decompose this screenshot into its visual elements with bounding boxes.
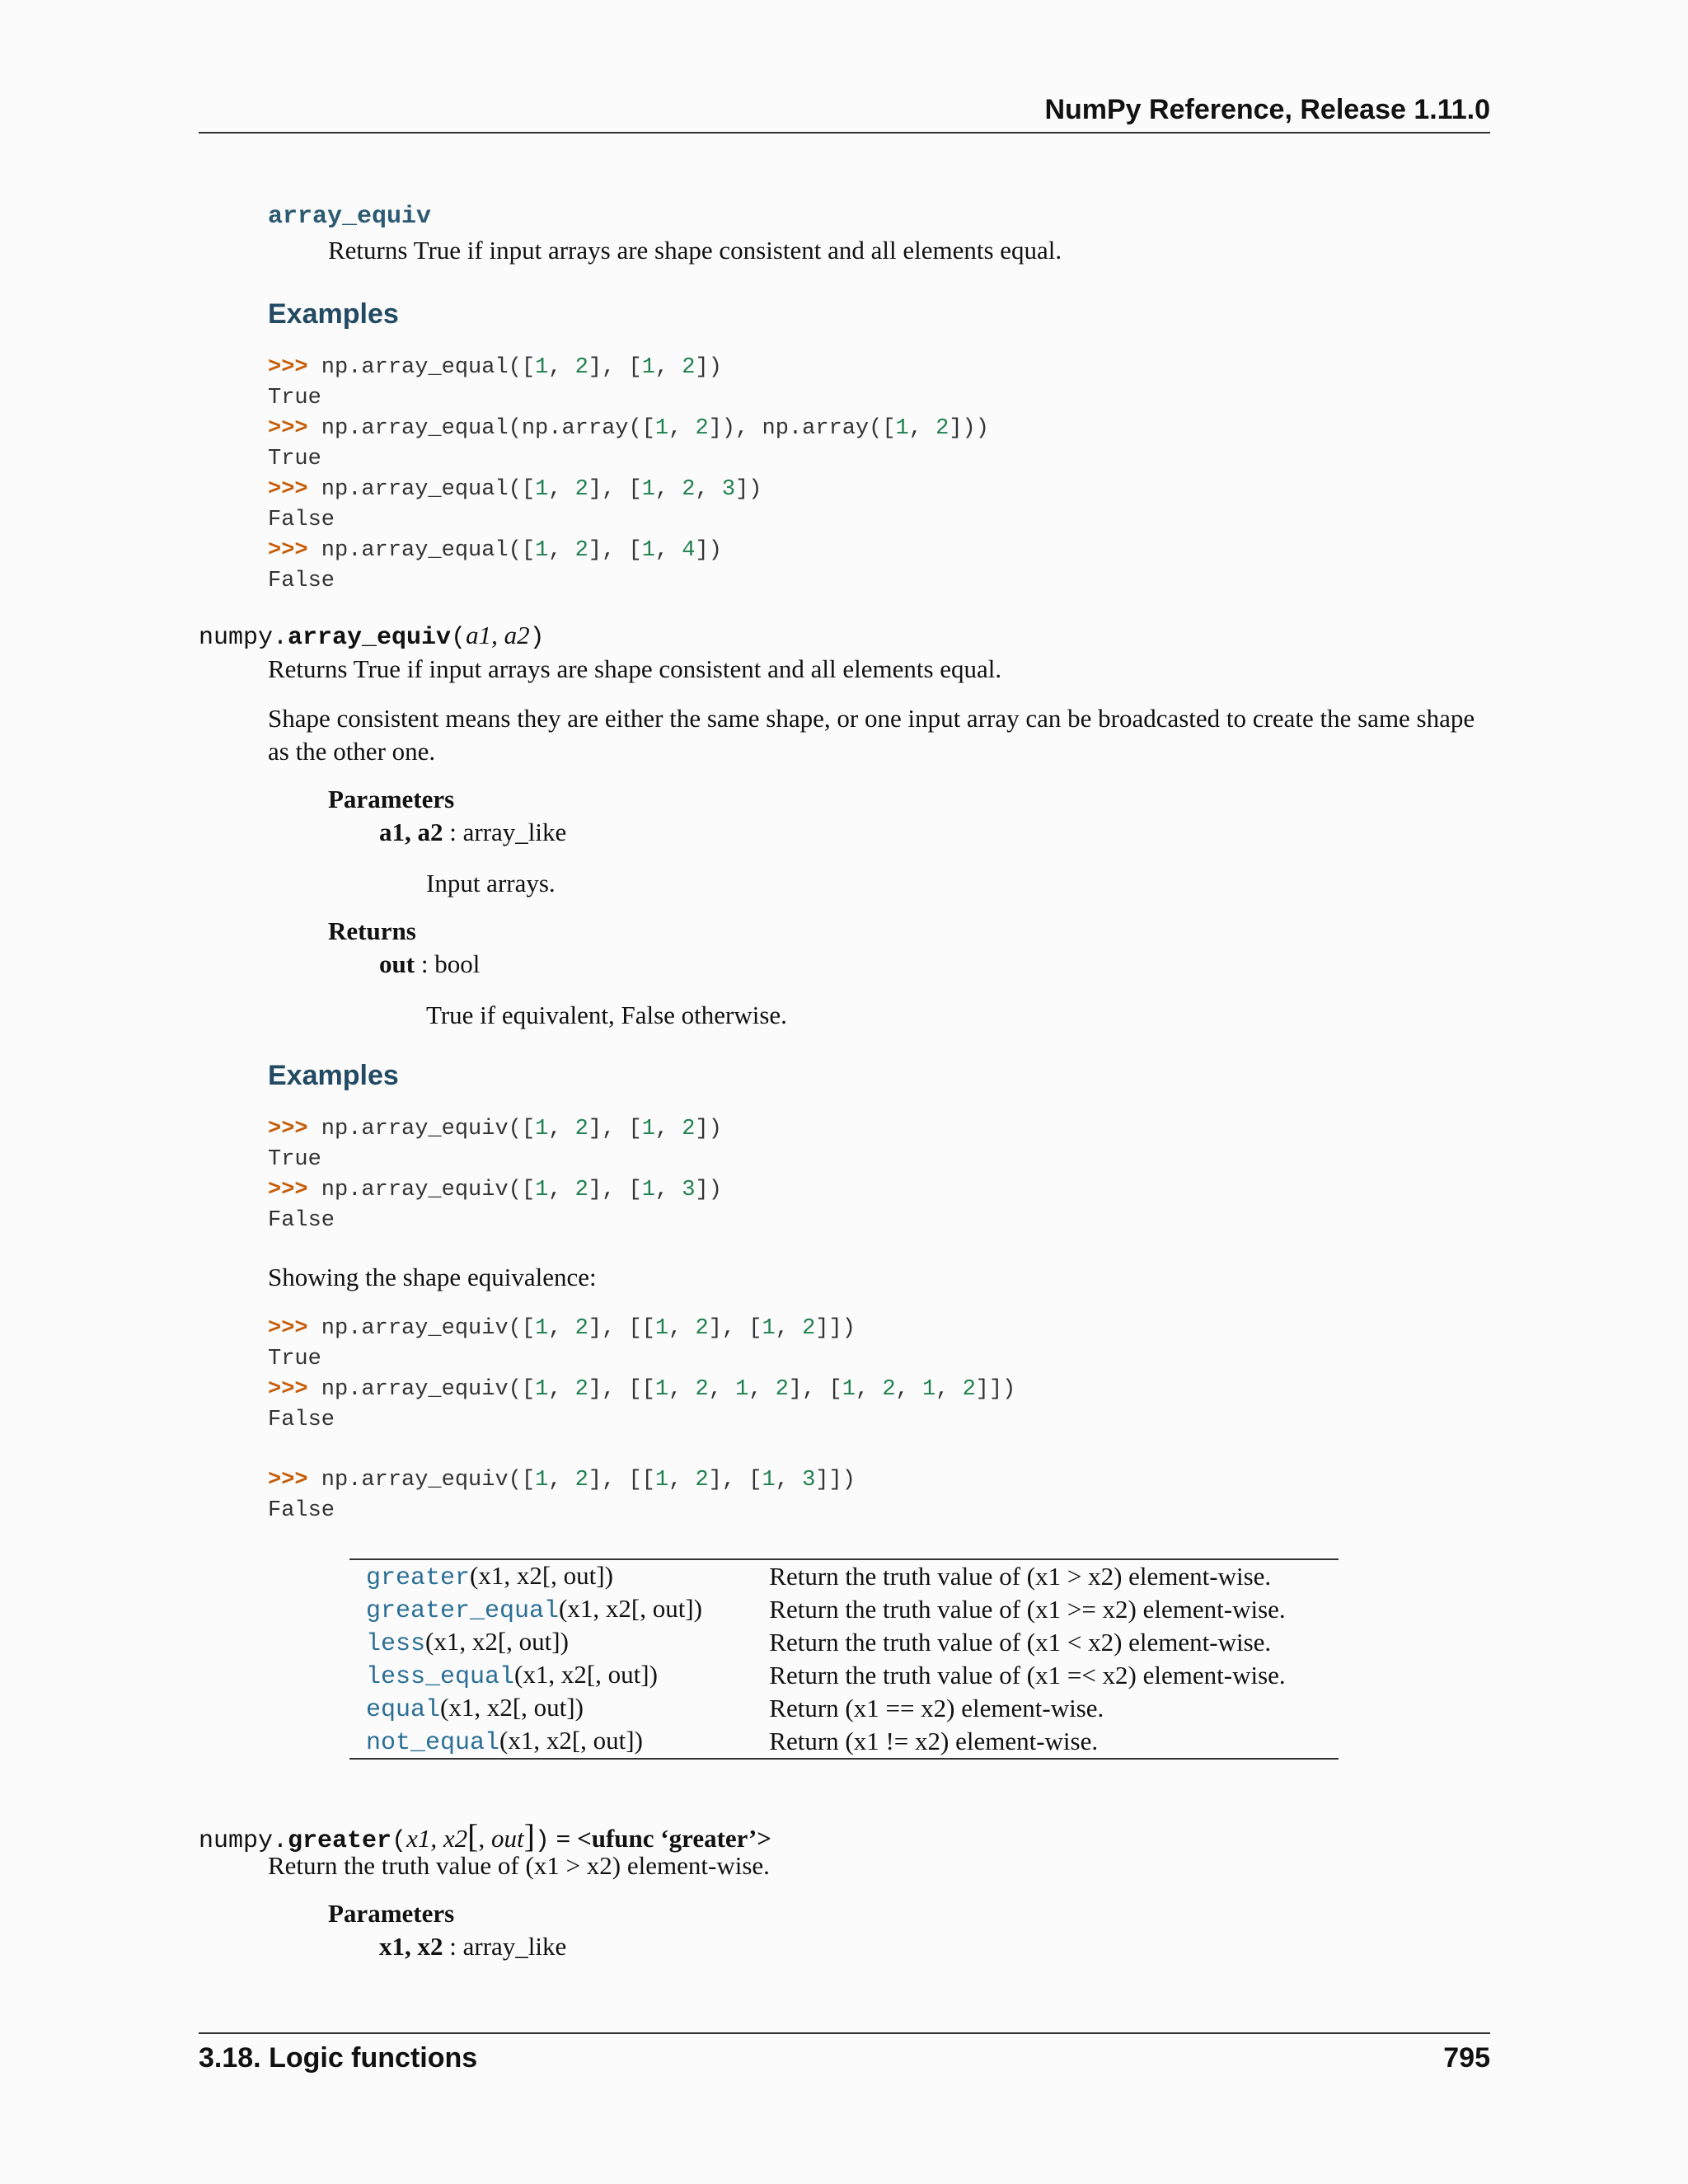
code-text: np.array_equal([ <box>307 538 536 563</box>
code-number: 1 <box>641 1178 655 1202</box>
code-number: 2 <box>682 1117 696 1141</box>
function-link[interactable]: greater <box>366 1564 471 1592</box>
function-link[interactable]: greater_equal <box>366 1597 560 1625</box>
code-input-line <box>268 1375 1015 1405</box>
code-text: , <box>548 1178 575 1202</box>
code-number: 1 <box>641 538 655 563</box>
examples-heading: Examples <box>268 1060 399 1091</box>
code-number: 2 <box>682 355 696 380</box>
code-number: 2 <box>935 416 950 441</box>
code-text: , <box>668 1468 696 1493</box>
code-text: , <box>654 355 682 380</box>
function-args: (x1, x2[, out]) <box>559 1594 702 1623</box>
function-args: (x1, x2[, out]) <box>514 1660 658 1689</box>
code-block <box>268 353 989 597</box>
code-output-line: False <box>268 1498 335 1523</box>
function-cell <box>349 1659 736 1692</box>
code-number: 1 <box>654 416 669 441</box>
code-number: 1 <box>654 1316 669 1341</box>
code-text: , <box>548 1117 575 1141</box>
code-number: 2 <box>574 1117 588 1141</box>
code-block <box>268 1114 722 1236</box>
code-input-line <box>268 353 989 383</box>
code-text: , <box>668 1377 696 1402</box>
code-text: , <box>654 1178 682 1202</box>
sig-optional-open-bracket: [ <box>467 1817 479 1854</box>
code-prompt: >>> <box>268 416 308 441</box>
see-also-description: Returns True if input arrays are shape consistent and all elements equal. <box>328 236 1062 265</box>
function-description-cell: Return the truth value of (x1 =< x2) element-wise. <box>769 1661 1286 1690</box>
code-number: 1 <box>535 1316 549 1341</box>
sig-close-paren: ) <box>534 1827 550 1855</box>
code-output-line: False <box>268 1208 335 1233</box>
param-separator: : <box>443 818 463 846</box>
code-text: np.array_equiv([ <box>307 1468 536 1493</box>
code-text: ]) <box>695 538 722 563</box>
return-separator: : <box>415 949 435 978</box>
code-number: 2 <box>962 1377 976 1402</box>
function-args: (x1, x2[, out]) <box>499 1726 643 1755</box>
code-text: np.array_equal(np.array([ <box>307 416 655 441</box>
return-description: True if equivalent, False otherwise. <box>426 1001 787 1029</box>
code-text: , <box>668 1316 696 1341</box>
table-row <box>349 1559 1339 1593</box>
code-text: np.array_equiv([ <box>307 1178 536 1202</box>
code-number: 3 <box>721 477 736 502</box>
code-text: , <box>775 1468 803 1493</box>
code-number: 2 <box>695 416 709 441</box>
code-number: 2 <box>574 538 588 563</box>
page-header <box>199 92 1490 134</box>
code-number: 2 <box>882 1377 896 1402</box>
code-number: 1 <box>735 1377 749 1402</box>
code-number: 1 <box>535 1117 549 1141</box>
code-number: 1 <box>535 1377 549 1402</box>
code-number: 1 <box>641 1117 655 1141</box>
logic-functions-table <box>349 1558 1339 1760</box>
code-prompt: >>> <box>268 538 308 563</box>
code-number: 1 <box>535 355 549 380</box>
code-text: , <box>548 477 575 502</box>
function-cell <box>349 1593 736 1626</box>
code-output-line: True <box>268 1347 321 1371</box>
code-prompt: >>> <box>268 1117 308 1141</box>
code-text: , <box>908 416 936 441</box>
code-number: 1 <box>535 1178 549 1202</box>
return-name: out <box>379 949 415 978</box>
footer-section-title: 3.18. Logic functions <box>199 2042 478 2074</box>
code-number: 2 <box>574 355 588 380</box>
param-description: Input arrays. <box>426 869 556 898</box>
function-summary: Return the truth value of (x1 > x2) element-wise. <box>268 1851 770 1880</box>
param-name: a1, a2 <box>379 818 443 846</box>
code-output-line: True <box>268 447 321 471</box>
code-number: 2 <box>695 1377 709 1402</box>
code-text: ], [ <box>588 477 642 502</box>
code-text: ], [ <box>708 1468 762 1493</box>
return-type: bool <box>434 949 481 978</box>
code-text: ]), np.array([ <box>708 416 896 441</box>
code-prompt: >>> <box>268 1468 308 1493</box>
page-footer <box>199 2032 1490 2083</box>
code-text: , <box>895 1377 922 1402</box>
function-description-cell: Return (x1 != x2) element-wise. <box>769 1727 1099 1755</box>
code-text: ], [[ <box>588 1377 655 1402</box>
sig-close-paren: ) <box>529 624 545 652</box>
sig-comma: , <box>478 1824 491 1853</box>
sig-open-paren: ( <box>392 1827 407 1855</box>
sig-args: a1, a2 <box>466 621 530 649</box>
page-header-title: NumPy Reference, Release 1.11.0 <box>1044 94 1490 125</box>
code-number: 4 <box>682 538 696 563</box>
code-text: , <box>548 1316 575 1341</box>
code-number: 2 <box>574 1377 588 1402</box>
code-number: 1 <box>535 477 549 502</box>
code-text: , <box>708 1377 736 1402</box>
param-separator: : <box>443 1932 463 1961</box>
table-row <box>349 1593 1339 1626</box>
code-prompt: >>> <box>268 1377 308 1402</box>
code-text: ], [ <box>788 1377 842 1402</box>
code-text: ]) <box>695 1178 722 1202</box>
footer-page-number: 795 <box>1443 2042 1490 2074</box>
code-output-line: False <box>268 569 335 593</box>
code-output-line: True <box>268 386 321 410</box>
code-text: ])) <box>949 416 989 441</box>
sig-optional-arg: out <box>490 1824 524 1853</box>
code-text: , <box>775 1316 803 1341</box>
code-prompt: >>> <box>268 477 308 502</box>
sig-name: array_equiv <box>288 624 452 652</box>
code-number: 2 <box>574 1316 588 1341</box>
table-row <box>349 1692 1339 1725</box>
code-text: ], [[ <box>588 1316 655 1341</box>
code-text: np.array_equiv([ <box>307 1117 536 1141</box>
code-input-line <box>268 1314 1015 1344</box>
code-text: , <box>695 477 722 502</box>
code-text: ]) <box>695 1117 722 1141</box>
code-number: 1 <box>654 1377 669 1402</box>
code-number: 1 <box>535 538 549 563</box>
sig-open-paren: ( <box>451 624 467 652</box>
code-prompt: >>> <box>268 1316 308 1341</box>
sig-name: greater <box>288 1827 392 1855</box>
code-text: np.array_equiv([ <box>307 1316 536 1341</box>
function-description: Shape consistent means they are either the same shape, or one input array can be broadcasted to create the same shape as the other one. <box>268 704 1475 766</box>
sig-optional-close-bracket: ] <box>523 1817 535 1854</box>
parameters-title: Parameters <box>328 1899 455 1928</box>
code-number: 2 <box>695 1316 709 1341</box>
table-row <box>349 1659 1339 1692</box>
function-args: (x1, x2[, out]) <box>440 1693 584 1722</box>
code-number: 2 <box>574 477 588 502</box>
function-cell <box>349 1692 736 1725</box>
code-input-line <box>268 414 989 444</box>
code-input-line <box>268 1465 1015 1496</box>
code-number: 2 <box>574 1178 588 1202</box>
parameters-title: Parameters <box>328 785 455 813</box>
code-text: ], [ <box>588 355 642 380</box>
returns-title: Returns <box>328 916 416 945</box>
param-type: array_like <box>462 1932 567 1961</box>
code-block <box>268 1314 1015 1526</box>
function-cell <box>349 1626 736 1659</box>
code-number: 2 <box>775 1377 789 1402</box>
code-input-line <box>268 475 989 505</box>
param-type: array_like <box>462 818 567 846</box>
sig-module: numpy. <box>199 624 288 652</box>
code-text: np.array_equal([ <box>307 477 536 502</box>
function-summary: Returns True if input arrays are shape consistent and all elements equal. <box>268 654 1002 683</box>
function-cell <box>349 1559 736 1593</box>
code-prompt: >>> <box>268 1178 308 1202</box>
code-number: 1 <box>842 1377 856 1402</box>
function-link[interactable]: not_equal <box>366 1729 500 1757</box>
function-link[interactable]: less_equal <box>366 1663 515 1691</box>
function-description-cell: Return the truth value of (x1 >= x2) element-wise. <box>769 1595 1286 1624</box>
function-args: (x1, x2[, out]) <box>470 1561 613 1590</box>
code-text: , <box>654 1117 682 1141</box>
function-description-cell: Return (x1 == x2) element-wise. <box>769 1694 1104 1722</box>
code-number: 3 <box>802 1468 816 1493</box>
code-text: ], [ <box>588 1178 642 1202</box>
code-text: np.array_equiv([ <box>307 1377 536 1402</box>
code-number: 2 <box>802 1316 816 1341</box>
function-description-cell: Return the truth value of (x1 > x2) element-wise. <box>769 1562 1272 1591</box>
sig-args: x1, x2 <box>406 1824 468 1853</box>
code-text: ], [ <box>708 1316 762 1341</box>
code-text: , <box>548 538 575 563</box>
table-row <box>349 1626 1339 1659</box>
parameter-entry <box>379 1932 566 1961</box>
code-number: 2 <box>695 1468 709 1493</box>
code-text: ]) <box>695 355 722 380</box>
code-prompt: >>> <box>268 355 308 380</box>
code-text: ], [ <box>588 538 642 563</box>
examples-heading: Examples <box>268 298 399 330</box>
code-text: ]]) <box>815 1316 856 1341</box>
code-text: ]]) <box>815 1468 856 1493</box>
code-text: , <box>654 538 682 563</box>
code-text: ], [[ <box>588 1468 655 1493</box>
code-number: 2 <box>682 477 696 502</box>
code-input-line <box>268 1114 722 1145</box>
see-also-link-array-equiv[interactable]: array_equiv <box>268 203 432 231</box>
code-text: , <box>548 1377 575 1402</box>
function-link[interactable]: equal <box>366 1696 441 1724</box>
code-text: , <box>668 416 696 441</box>
code-number: 1 <box>921 1377 936 1402</box>
code-text: ]]) <box>975 1377 1016 1402</box>
code-text: , <box>855 1377 883 1402</box>
code-text: , <box>935 1377 963 1402</box>
sig-module: numpy. <box>199 1827 288 1855</box>
code-text: np.array_equal([ <box>307 355 536 380</box>
code-output-line: False <box>268 1408 335 1432</box>
code-text: , <box>654 477 682 502</box>
code-text: ]) <box>735 477 762 502</box>
return-entry <box>379 949 480 979</box>
param-name: x1, x2 <box>379 1932 443 1961</box>
code-number: 1 <box>895 416 909 441</box>
function-cell <box>349 1725 736 1759</box>
code-output-line: True <box>268 1147 321 1172</box>
code-text: ], [ <box>588 1117 642 1141</box>
shape-equivalence-text: Showing the shape equivalence: <box>268 1263 597 1291</box>
code-text: , <box>548 355 575 380</box>
parameter-entry <box>379 818 566 847</box>
function-args: (x1, x2[, out]) <box>425 1627 569 1656</box>
sig-value: = <ufunc ‘greater’> <box>549 1824 771 1853</box>
table-row <box>349 1725 1339 1759</box>
code-number: 1 <box>641 477 655 502</box>
code-number: 1 <box>641 355 655 380</box>
code-text: , <box>748 1377 776 1402</box>
code-output-line: False <box>268 508 335 532</box>
code-number: 1 <box>535 1468 549 1493</box>
code-input-line <box>268 536 989 566</box>
code-input-line <box>268 1175 722 1206</box>
code-number: 1 <box>762 1468 776 1493</box>
code-number: 2 <box>574 1468 588 1493</box>
code-number: 1 <box>762 1316 776 1341</box>
code-text: , <box>548 1468 575 1493</box>
function-signature-array-equiv <box>199 621 545 652</box>
code-number: 1 <box>654 1468 669 1493</box>
function-link[interactable]: less <box>366 1630 426 1658</box>
code-number: 3 <box>682 1178 696 1202</box>
function-description-cell: Return the truth value of (x1 < x2) element-wise. <box>769 1628 1272 1657</box>
